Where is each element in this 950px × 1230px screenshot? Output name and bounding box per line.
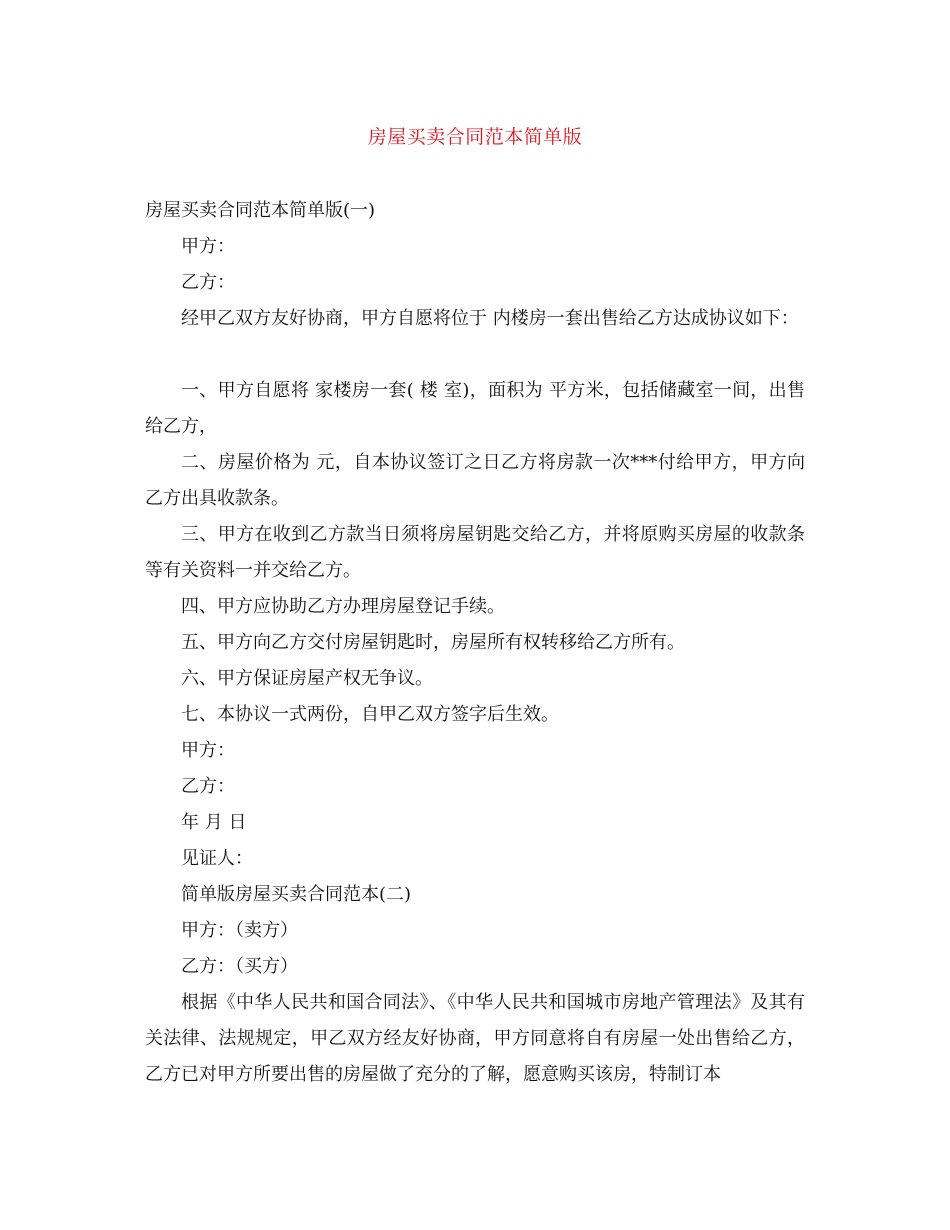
party-a-line: 甲方： bbox=[181, 236, 235, 257]
section-heading-1: 房屋买卖合同范本简单版(一) bbox=[145, 200, 376, 221]
clause-2: 二、房屋价格为 元，自本协议签订之日乙方将房款一次***付给甲方，甲方向乙方出具收款条。 bbox=[145, 452, 805, 509]
clause-4: 四、甲方应协助乙方办理房屋登记手续。 bbox=[181, 596, 505, 617]
clause-6: 六、甲方保证房屋产权无争议。 bbox=[181, 668, 433, 689]
buyer-line: 乙方：（买方） bbox=[181, 956, 298, 977]
clause-1: 一、甲方自愿将 家楼房一套( 楼 室)，面积为 平方米，包括储藏室一间，出售给乙方， bbox=[145, 380, 805, 437]
document-title: 房屋买卖合同范本简单版 bbox=[367, 126, 583, 148]
intro-paragraph: 经甲乙双方友好协商，甲方自愿将位于 内楼房一套出售给乙方达成协议如下： bbox=[181, 308, 799, 329]
date-line: 年 月 日 bbox=[181, 812, 247, 833]
section-heading-2: 简单版房屋买卖合同范本(二) bbox=[181, 884, 412, 905]
witness-line: 见证人： bbox=[181, 848, 253, 869]
section2-intro-paragraph: 根据《中华人民共和国合同法》、《中华人民共和国城市房地产管理法》及其有关法律、法规规定，甲乙双方经友好协商，甲方同意将自有房屋一处出售给乙方，乙方已对甲方所要出售的房屋做了充分的了解，愿意购买该房，特制订本 bbox=[145, 992, 805, 1085]
clause-3: 三、甲方在收到乙方款当日须将房屋钥匙交给乙方，并将原购买房屋的收款条等有关资料一并交给乙方。 bbox=[145, 524, 805, 581]
signature-party-a: 甲方： bbox=[181, 740, 235, 761]
seller-line: 甲方：（卖方） bbox=[181, 920, 298, 941]
clause-7: 七、本协议一式两份，自甲乙双方签字后生效。 bbox=[181, 704, 559, 725]
party-b-line: 乙方： bbox=[181, 272, 235, 293]
signature-party-b: 乙方： bbox=[181, 776, 235, 797]
clause-5: 五、甲方向乙方交付房屋钥匙时，房屋所有权转移给乙方所有。 bbox=[181, 632, 685, 653]
